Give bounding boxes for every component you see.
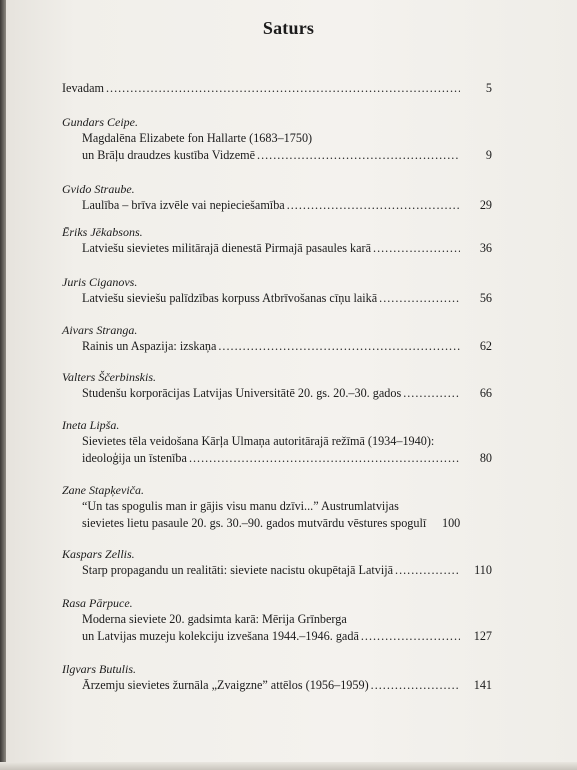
entry-title: Laulība – brīva izvēle vai nepieciešamība	[82, 198, 285, 212]
toc-line	[62, 498, 492, 515]
dot-leader	[287, 197, 460, 214]
toc-line	[62, 240, 492, 257]
toc-line	[62, 628, 492, 645]
dot-leader	[361, 628, 460, 645]
toc-entry	[62, 322, 492, 355]
page-number: 100	[441, 516, 461, 530]
toc-entry	[62, 661, 492, 694]
author-name: Aivars Stranga.	[62, 323, 138, 337]
toc-entry	[62, 482, 492, 532]
author-name: Ilgvars Butulis.	[62, 662, 136, 676]
toc-line	[62, 130, 492, 147]
entry-title: Sievietes tēla veidošana Kārļa Ulmaņa autoritārajā režīmā (1934–1940):	[82, 434, 435, 448]
page-number: 80	[479, 451, 492, 465]
toc-line	[62, 147, 492, 164]
toc-line	[62, 338, 492, 355]
dot-leader	[371, 677, 460, 694]
author-name: Kaspars Zellis.	[62, 547, 135, 561]
page-title: Saturs	[262, 18, 315, 38]
toc-entry	[62, 80, 492, 97]
dot-leader	[257, 147, 460, 164]
toc-line	[62, 290, 492, 307]
entry-title: Rainis un Aspazija: izskaņa	[82, 339, 217, 353]
author-name: Valters Ščerbinskis.	[62, 370, 156, 384]
entry-title: Studenšu korporācijas Latvijas Universitātē 20. gs. 20.–30. gados	[82, 386, 402, 400]
toc-entry	[62, 114, 492, 164]
entry-title: Latviešu sieviešu palīdzības korpuss Atbrīvošanas cīņu laikā	[82, 291, 378, 305]
dot-leader	[189, 450, 460, 467]
author-name: Ēriks Jēkabsons.	[62, 225, 143, 239]
entry-title: Ievadam	[62, 81, 104, 95]
page-number: 36	[479, 241, 492, 255]
page-bottom-edge	[0, 762, 577, 770]
entry-title: “Un tas spogulis man ir gājis visu manu dzīvi...” Austrumlatvijas	[82, 499, 399, 513]
entry-title: sievietes lietu pasaule 20. gs. 30.–90. gados mutvārdu vēstures spogulī	[82, 516, 427, 530]
toc-line	[62, 562, 492, 579]
entry-title: un Latvijas muzeju kolekciju izvešana 1944.–1946. gadā	[82, 629, 359, 643]
page-number: 66	[479, 386, 492, 400]
toc-line	[62, 80, 492, 97]
page-number: 5	[485, 81, 492, 95]
dot-leader	[373, 240, 460, 257]
page-number: 56	[479, 291, 492, 305]
author-name: Zane Stapķeviča.	[62, 483, 144, 497]
entry-title: Latviešu sievietes militārajā dienestā Pirmajā pasaules karā	[82, 241, 372, 255]
toc-line	[62, 515, 492, 532]
toc-entry	[62, 369, 492, 402]
entry-title: Magdalēna Elizabete fon Hallarte (1683–1750)	[82, 131, 313, 145]
author-name: Gvido Straube.	[62, 182, 135, 196]
dot-leader	[218, 338, 460, 355]
entry-title: Ārzemju sievietes žurnāla „Zvaigzne” attēlos (1956–1959)	[82, 678, 369, 692]
toc-entry	[62, 417, 492, 467]
toc-entry	[62, 181, 492, 214]
toc-entry	[62, 546, 492, 579]
author-name: Ineta Lipša.	[62, 418, 120, 432]
page-number: 29	[479, 198, 492, 212]
toc-line	[62, 611, 492, 628]
entry-title: Starp propagandu un realitāti: sieviete nacistu okupētajā Latvijā	[82, 563, 394, 577]
page-number: 127	[473, 629, 492, 643]
toc-line	[62, 677, 492, 694]
entry-title: un Brāļu draudzes kustība Vidzemē	[82, 148, 256, 162]
page-number: 9	[485, 148, 492, 162]
entry-title: ideoloģija un īstenība	[82, 451, 187, 465]
toc-entry	[62, 274, 492, 307]
dot-leader	[395, 562, 460, 579]
page-number: 110	[474, 563, 492, 577]
toc-line	[62, 197, 492, 214]
page-number: 62	[479, 339, 492, 353]
toc-line	[62, 450, 492, 467]
toc-entry	[62, 224, 492, 257]
dot-leader	[379, 290, 460, 307]
toc-line	[62, 385, 492, 402]
author-name: Gundars Ceipe.	[62, 115, 138, 129]
toc-entry	[62, 595, 492, 645]
dot-leader	[403, 385, 460, 402]
dot-leader	[106, 80, 460, 97]
author-name: Juris Ciganovs.	[62, 275, 138, 289]
page-number: 141	[473, 678, 492, 692]
entry-title: Moderna sieviete 20. gadsimta karā: Mērija Grīnberga	[82, 612, 347, 626]
toc-line	[62, 433, 492, 450]
author-name: Rasa Pārpuce.	[62, 596, 133, 610]
